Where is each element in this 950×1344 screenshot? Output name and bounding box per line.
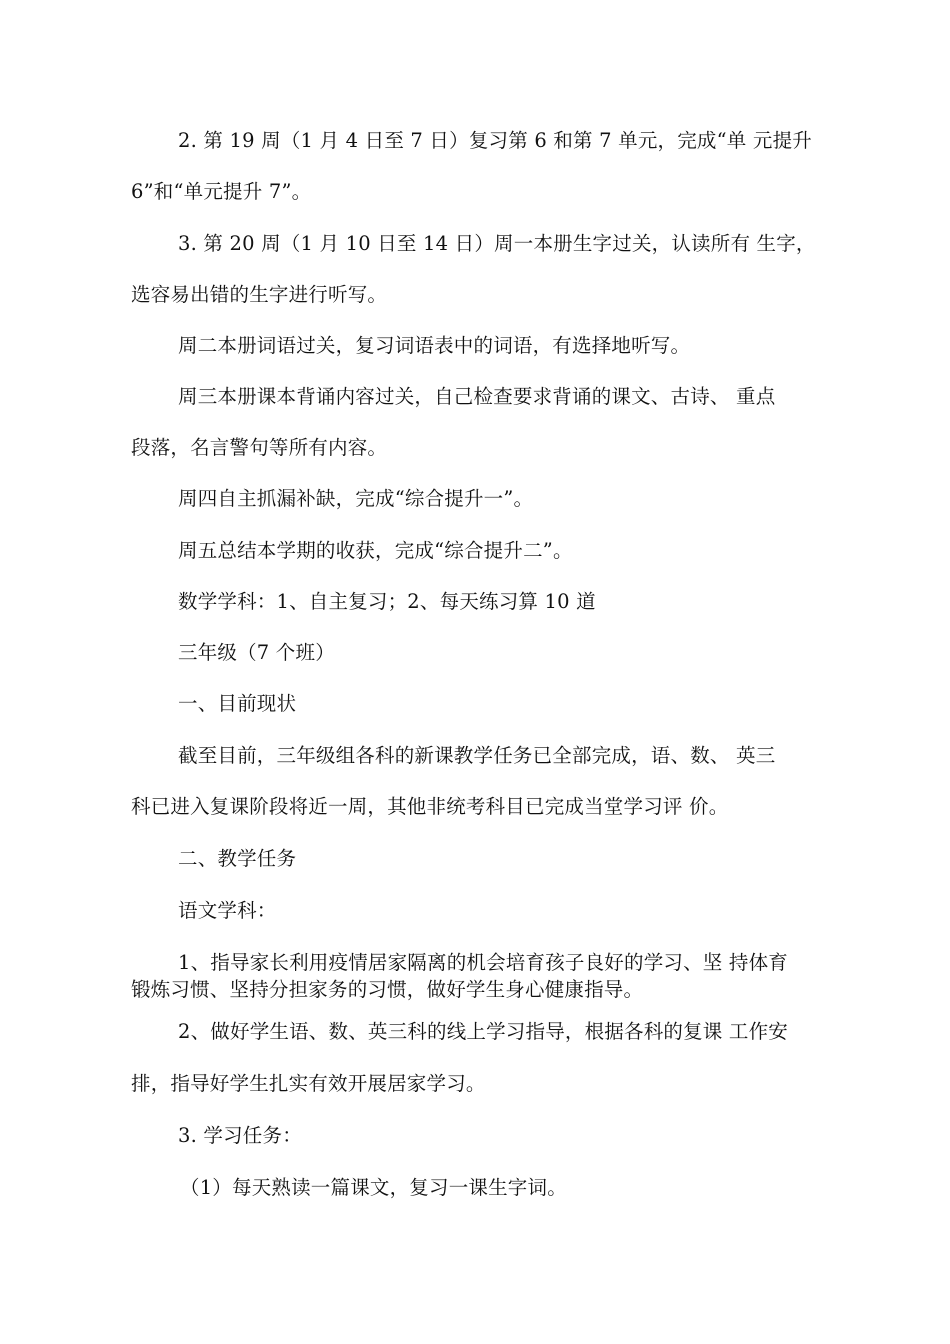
text-line: 周三本册课本背诵内容过关，自己检查要求背诵的课文、古诗、 重点 [178, 385, 776, 408]
text-line: 周四自主抓漏补缺，完成“综合提升一”。 [178, 487, 534, 510]
text-line: 数学学科：1、自主复习；2、每天练习算 10 道 [178, 590, 596, 613]
text-line: 周五总结本学期的收获，完成“综合提升二”。 [178, 539, 573, 562]
text-line: 段落，名言警句等所有内容。 [131, 436, 388, 459]
text-line: 周二本册词语过关，复习词语表中的词语，有选择地听写。 [178, 334, 691, 357]
text-line: 3. 学习任务： [178, 1124, 302, 1147]
text-line: 语文学科： [178, 899, 277, 922]
text-line: 1、指导家长利用疫情居家隔离的机会培育孩子良好的学习、坚 持体育 [178, 951, 789, 974]
text-line: 锻炼习惯、坚持分担家务的习惯，做好学生身心健康指导。 [131, 978, 644, 1001]
section-heading: 一、目前现状 [178, 692, 297, 715]
text-line: 6”和“单元提升 7”。 [131, 180, 312, 203]
text-line: 2、做好学生语、数、英三科的线上学习指导，根据各科的复课 工作安 [178, 1020, 789, 1043]
text-line: 科已进入复课阶段将近一周，其他非统考科目已完成当堂学习评 价。 [131, 795, 729, 818]
text-line: 截至目前，三年级组各科的新课教学任务已全部完成，语、数、 英三 [178, 744, 776, 767]
section-heading: 二、教学任务 [178, 847, 297, 870]
text-line: 2. 第 19 周（1 月 4 日至 7 日）复习第 6 和第 7 单元，完成“单 元提升 [178, 129, 812, 152]
text-line: （1）每天熟读一篇课文，复习一课生字词。 [180, 1176, 567, 1199]
text-line: 3. 第 20 周（1 月 10 日至 14 日）周一本册生字过关，认读所有 生字， [178, 232, 816, 255]
text-line: 排，指导好学生扎实有效开展居家学习。 [131, 1072, 486, 1095]
text-line: 选容易出错的生字进行听写。 [131, 283, 388, 306]
text-line: 三年级（7 个班） [178, 641, 335, 664]
